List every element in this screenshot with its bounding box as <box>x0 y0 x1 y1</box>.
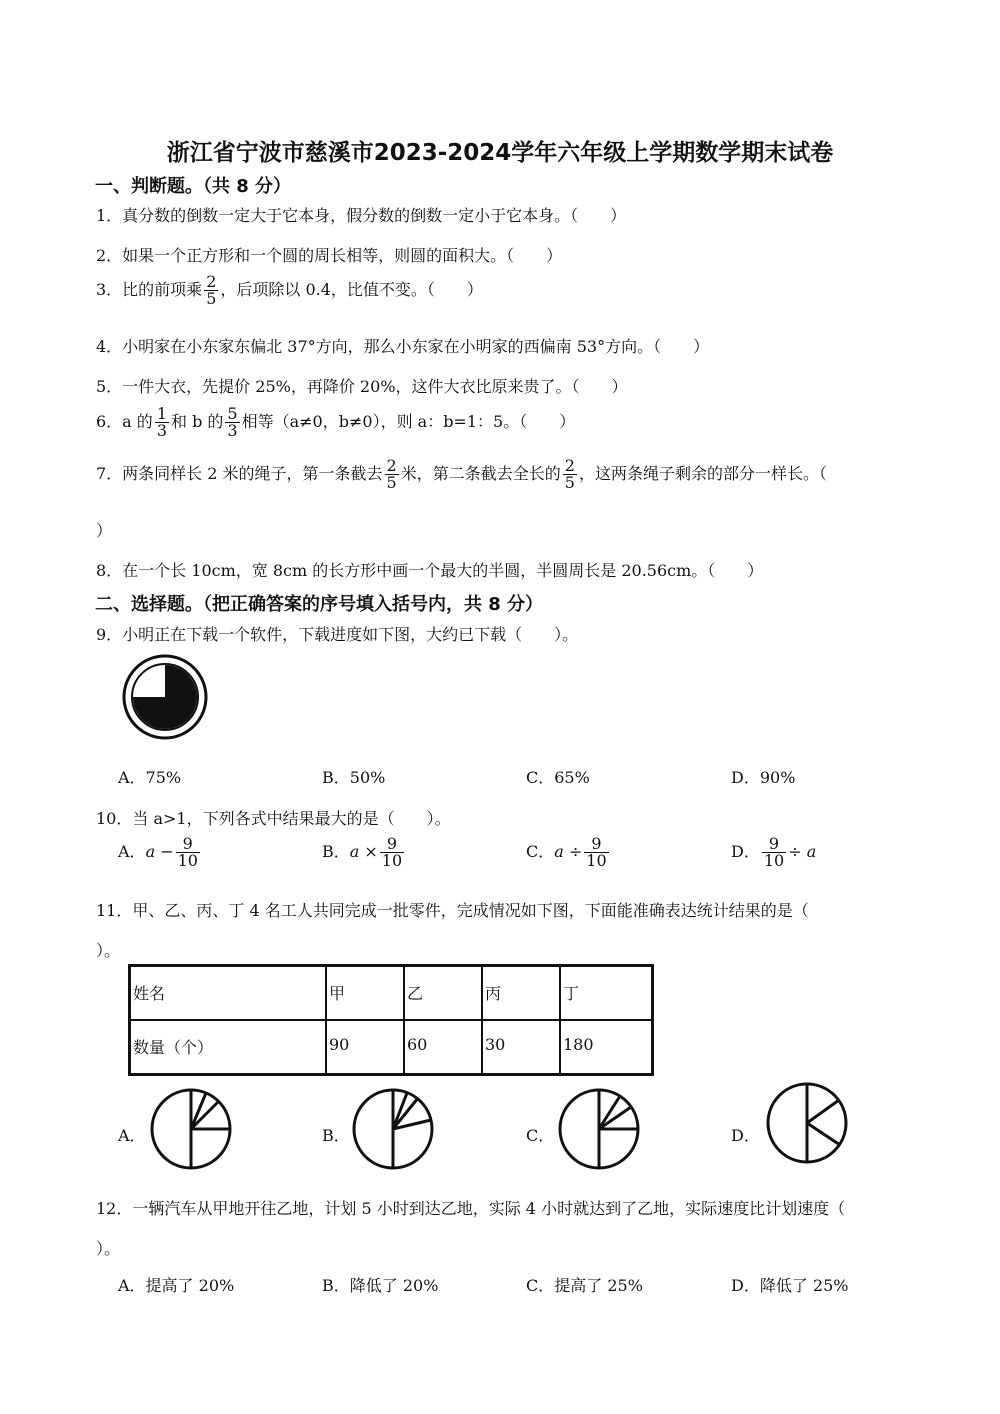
q11-option-d-label[interactable]: D． <box>731 1126 760 1145</box>
q10-option-a[interactable]: A．a − $\frac{9}{10}$ <box>118 834 198 870</box>
question-10: 10．当 a>1，下列各式中结果最大的是（ ）。 <box>96 809 451 828</box>
table-cell: 乙 <box>404 966 482 1021</box>
question-3: 3．比的前项乘 $\frac{2}{5}$ ，后项除以 0.4，比值不变。（ ） <box>96 272 483 308</box>
table-cell: 30 <box>482 1020 560 1075</box>
table-cell: 姓名 <box>130 966 327 1021</box>
worker-table <box>128 964 654 1076</box>
table-cell: 180 <box>560 1020 653 1075</box>
pie-option-d[interactable] <box>764 1080 850 1166</box>
q10-option-d[interactable]: D． $\frac{9}{10}$ ÷ a <box>731 834 817 870</box>
question-8: 8．在一个长 10cm，宽 8cm 的长方形中画一个最大的半圆，半圆周长是 20.56cm。（ ） <box>96 561 764 580</box>
table-cell: 甲 <box>326 966 404 1021</box>
pie-option-a[interactable] <box>148 1086 234 1172</box>
q12-option-a[interactable]: A．提高了 20% <box>118 1276 235 1295</box>
q12-option-c[interactable]: C．提高了 25% <box>526 1276 643 1295</box>
q9-option-d[interactable]: D．90% <box>731 768 796 787</box>
table-cell: 丙 <box>482 966 560 1021</box>
q12-option-b[interactable]: B．降低了 20% <box>322 1276 439 1295</box>
question-11-continuation: ）。 <box>96 941 121 960</box>
fraction: $\frac{1}{3}$ <box>156 404 167 440</box>
fraction: $\frac{2}{5}$ <box>206 272 217 308</box>
q10-option-b[interactable]: B．a × $\frac{9}{10}$ <box>322 834 403 870</box>
question-7-continuation: ） <box>96 521 113 540</box>
section-choice-heading: 二、选择题。（把正确答案的序号填入括号内，共 8 分） <box>95 594 544 615</box>
q9-option-b[interactable]: B．50% <box>322 768 386 787</box>
table-row <box>130 966 653 1021</box>
question-1: 1．真分数的倒数一定大于它本身，假分数的倒数一定小于它本身。（ ） <box>96 206 627 225</box>
table-cell: 数量（个） <box>130 1020 327 1075</box>
q12-option-d[interactable]: D．降低了 25% <box>731 1276 849 1295</box>
q9-option-c[interactable]: C．65% <box>526 768 590 787</box>
question-4: 4．小明家在小东家东偏北 37°方向，那么小东家在小明家的西偏南 53°方向。（ ） <box>96 337 710 356</box>
page-title: 浙江省宁波市慈溪市2023-2024学年六年级上学期数学期末试卷 <box>166 140 834 166</box>
question-2: 2．如果一个正方形和一个圆的周长相等，则圆的面积大。（ ） <box>96 246 563 265</box>
table-cell: 60 <box>404 1020 482 1075</box>
fraction: $\frac{5}{3}$ <box>227 404 238 440</box>
question-7: 7．两条同样长 2 米的绳子，第一条截去 $\frac{2}{5}$ 米，第二条截去全长的 $\frac{2}{5}$ ，这两条绳子剩余的部分一样长。（ <box>96 456 827 492</box>
q11-option-b-label[interactable]: B． <box>322 1126 350 1145</box>
section-judgment-heading: 一、判断题。（共 8 分） <box>95 176 292 197</box>
question-5: 5．一件大衣，先提价 25%，再降价 20%，这件大衣比原来贵了。（ ） <box>96 377 628 396</box>
pie-option-b[interactable] <box>350 1086 436 1172</box>
question-11: 11．甲、乙、丙、丁 4 名工人共同完成一批零件，完成情况如下图，下面能准确表达统计结果的是（ <box>96 901 809 920</box>
q11-option-a-label[interactable]: A． <box>118 1126 146 1145</box>
question-12-continuation: ）。 <box>96 1239 121 1258</box>
table-cell: 90 <box>326 1020 404 1075</box>
fraction: $\frac{2}{5}$ <box>564 456 575 492</box>
fraction: $\frac{2}{5}$ <box>386 456 397 492</box>
q10-option-c[interactable]: C．a ÷ $\frac{9}{10}$ <box>526 834 607 870</box>
question-9: 9．小明正在下载一个软件，下载进度如下图，大约已下载（ ）。 <box>96 625 579 644</box>
table-row <box>130 1020 653 1075</box>
question-6: 6．a 的 $\frac{1}{3}$ 和 b 的 $\frac{5}{3}$ 相等（a≠0，b≠0），则 a：b=1：5。（ ） <box>96 404 576 440</box>
q9-option-a[interactable]: A．75% <box>118 768 182 787</box>
q11-option-c-label[interactable]: C． <box>526 1126 555 1145</box>
progress-sector <box>133 665 197 729</box>
download-progress-icon <box>120 652 210 742</box>
question-12: 12．一辆汽车从甲地开往乙地，计划 5 小时到达乙地，实际 4 小时就达到了乙地，实际速度比计划速度（ <box>96 1199 846 1218</box>
table-cell: 丁 <box>560 966 653 1021</box>
pie-option-c[interactable] <box>556 1086 642 1172</box>
